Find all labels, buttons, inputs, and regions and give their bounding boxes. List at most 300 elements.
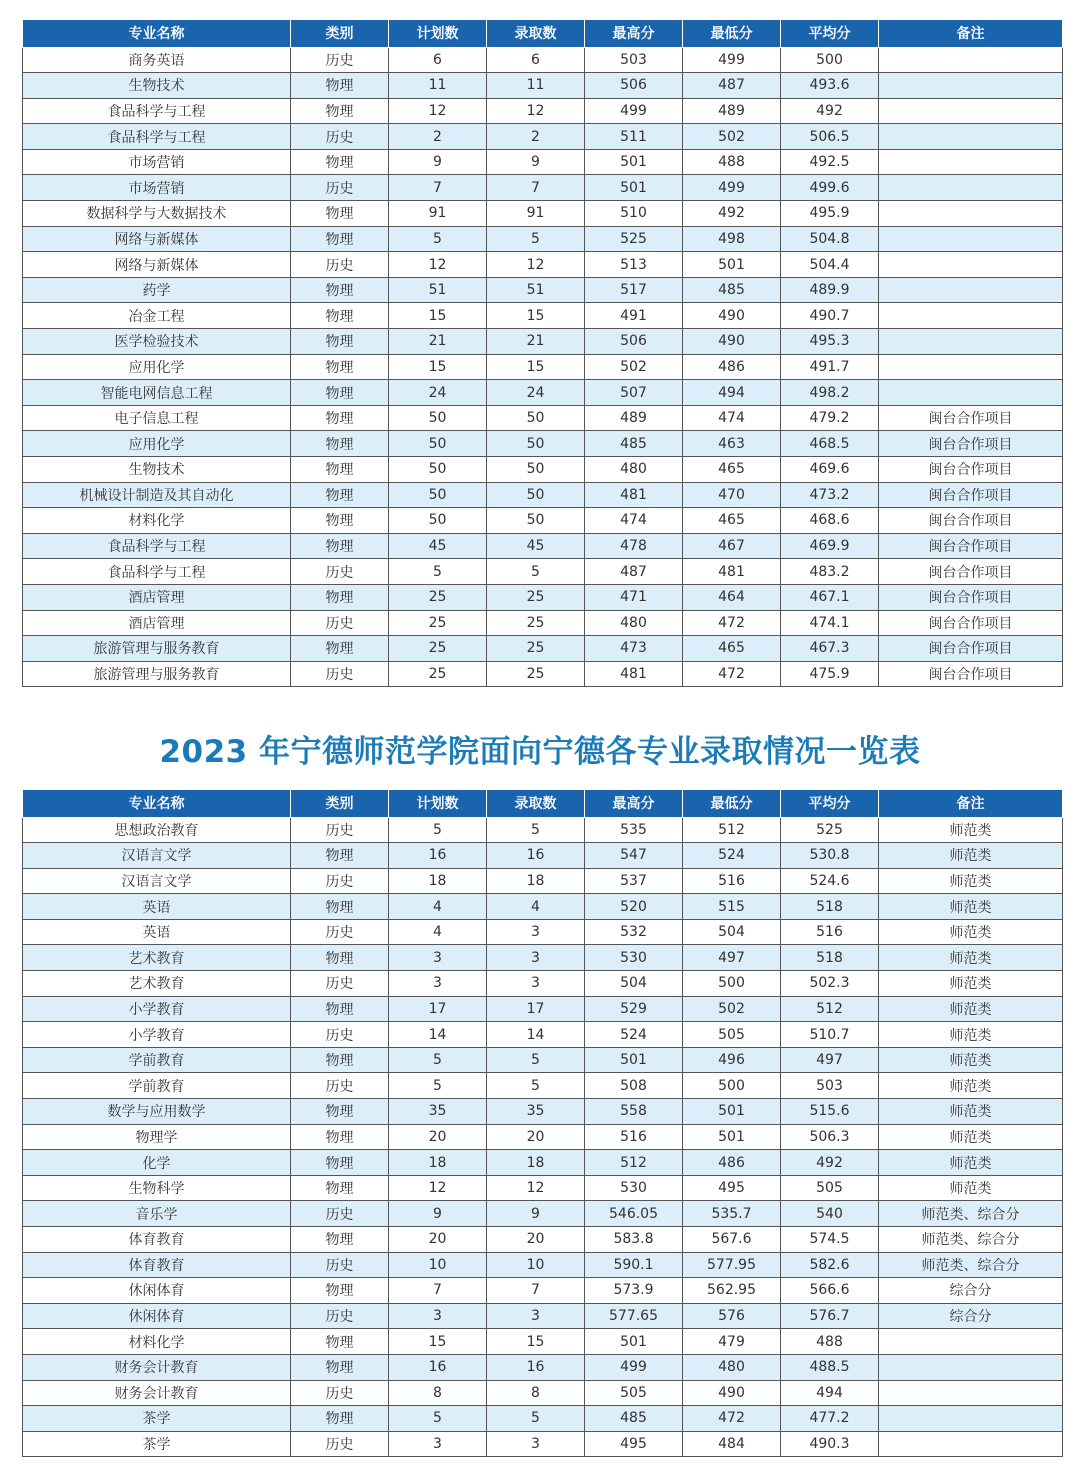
cell-avg-score: 504.8 [781, 226, 879, 252]
cell-note: 闽台合作项目 [879, 482, 1063, 508]
cell-min-score: 501 [683, 252, 781, 278]
table-row [23, 1380, 1063, 1406]
cell-category: 物理 [291, 457, 389, 483]
cell-plan: 3 [389, 1431, 487, 1457]
cell-admitted: 50 [487, 431, 585, 457]
table-row [23, 508, 1063, 534]
cell-avg-score: 512 [781, 996, 879, 1022]
cell-max-score: 480 [585, 457, 683, 483]
cell-major: 休闲体育 [23, 1278, 291, 1304]
cell-avg-score: 499.6 [781, 175, 879, 201]
cell-admitted: 8 [487, 1380, 585, 1406]
table-row [23, 1022, 1063, 1048]
cell-admitted: 14 [487, 1022, 585, 1048]
cell-note [879, 1354, 1063, 1380]
cell-note: 师范类 [879, 1022, 1063, 1048]
cell-admitted: 45 [487, 533, 585, 559]
cell-min-score: 577.95 [683, 1252, 781, 1278]
cell-plan: 17 [389, 996, 487, 1022]
table-row [23, 73, 1063, 99]
cell-plan: 50 [389, 482, 487, 508]
cell-max-score: 529 [585, 996, 683, 1022]
cell-note: 师范类 [879, 1175, 1063, 1201]
cell-major: 旅游管理与服务教育 [23, 661, 291, 687]
cell-major: 电子信息工程 [23, 405, 291, 431]
table-row [23, 380, 1063, 406]
cell-note: 师范类 [879, 817, 1063, 843]
cell-admitted: 4 [487, 894, 585, 920]
table-row [23, 303, 1063, 329]
table-row [23, 584, 1063, 610]
cell-plan: 20 [389, 1124, 487, 1150]
cell-plan: 50 [389, 431, 487, 457]
header-avg-score: 平均分 [781, 790, 879, 817]
cell-avg-score: 474.1 [781, 610, 879, 636]
cell-major: 汉语言文学 [23, 868, 291, 894]
cell-avg-score: 468.5 [781, 431, 879, 457]
cell-plan: 5 [389, 1047, 487, 1073]
cell-admitted: 50 [487, 405, 585, 431]
cell-note [879, 201, 1063, 227]
cell-avg-score: 518 [781, 945, 879, 971]
cell-min-score: 567.6 [683, 1227, 781, 1253]
cell-avg-score: 530.8 [781, 843, 879, 869]
cell-admitted: 9 [487, 1201, 585, 1227]
cell-major: 财务会计教育 [23, 1354, 291, 1380]
cell-category: 物理 [291, 1354, 389, 1380]
cell-major: 茶学 [23, 1406, 291, 1432]
cell-min-score: 497 [683, 945, 781, 971]
cell-avg-score: 492 [781, 1150, 879, 1176]
cell-admitted: 9 [487, 149, 585, 175]
cell-note: 师范类 [879, 971, 1063, 997]
cell-note: 闽台合作项目 [879, 457, 1063, 483]
cell-category: 历史 [291, 1022, 389, 1048]
cell-admitted: 16 [487, 843, 585, 869]
cell-admitted: 5 [487, 1406, 585, 1432]
cell-admitted: 17 [487, 996, 585, 1022]
table-2-title: 2023 年宁德师范学院面向宁德各专业录取情况一览表 [159, 734, 921, 770]
cell-category: 物理 [291, 329, 389, 355]
cell-admitted: 50 [487, 508, 585, 534]
cell-max-score: 577.65 [585, 1303, 683, 1329]
cell-admitted: 10 [487, 1252, 585, 1278]
cell-major: 酒店管理 [23, 610, 291, 636]
cell-avg-score: 493.6 [781, 73, 879, 99]
cell-avg-score: 516 [781, 919, 879, 945]
cell-plan: 20 [389, 1227, 487, 1253]
cell-min-score: 501 [683, 1124, 781, 1150]
cell-avg-score: 479.2 [781, 405, 879, 431]
cell-note: 师范类 [879, 996, 1063, 1022]
cell-plan: 12 [389, 1175, 487, 1201]
cell-max-score: 524 [585, 1022, 683, 1048]
cell-major: 艺术教育 [23, 971, 291, 997]
cell-major: 思想政治教育 [23, 817, 291, 843]
cell-category: 历史 [291, 1303, 389, 1329]
header-plan: 计划数 [389, 790, 487, 817]
cell-avg-score: 469.9 [781, 533, 879, 559]
cell-avg-score: 582.6 [781, 1252, 879, 1278]
header-max-score: 最高分 [585, 790, 683, 817]
cell-category: 物理 [291, 1047, 389, 1073]
cell-admitted: 5 [487, 559, 585, 585]
cell-plan: 15 [389, 303, 487, 329]
cell-note: 闽台合作项目 [879, 610, 1063, 636]
cell-note: 闽台合作项目 [879, 584, 1063, 610]
table-row [23, 329, 1063, 355]
cell-note: 师范类 [879, 945, 1063, 971]
cell-admitted: 18 [487, 1150, 585, 1176]
cell-max-score: 558 [585, 1099, 683, 1125]
cell-admitted: 25 [487, 661, 585, 687]
cell-major: 英语 [23, 919, 291, 945]
cell-major: 学前教育 [23, 1073, 291, 1099]
cell-admitted: 7 [487, 1278, 585, 1304]
cell-plan: 7 [389, 1278, 487, 1304]
cell-admitted: 25 [487, 636, 585, 662]
cell-note: 师范类 [879, 1047, 1063, 1073]
cell-major: 财务会计教育 [23, 1380, 291, 1406]
cell-category: 历史 [291, 971, 389, 997]
cell-major: 食品科学与工程 [23, 559, 291, 585]
table-row [23, 661, 1063, 687]
cell-admitted: 3 [487, 1431, 585, 1457]
cell-min-score: 472 [683, 1406, 781, 1432]
cell-note: 师范类 [879, 868, 1063, 894]
cell-plan: 50 [389, 405, 487, 431]
cell-major: 机械设计制造及其自动化 [23, 482, 291, 508]
table-row [23, 1150, 1063, 1176]
table-row [23, 996, 1063, 1022]
cell-category: 物理 [291, 945, 389, 971]
cell-min-score: 496 [683, 1047, 781, 1073]
table-row [23, 354, 1063, 380]
cell-note: 师范类、综合分 [879, 1252, 1063, 1278]
cell-note: 闽台合作项目 [879, 636, 1063, 662]
table-row [23, 277, 1063, 303]
cell-max-score: 537 [585, 868, 683, 894]
cell-note [879, 175, 1063, 201]
table-row [23, 124, 1063, 150]
table-row [23, 1354, 1063, 1380]
cell-major: 食品科学与工程 [23, 98, 291, 124]
cell-category: 历史 [291, 559, 389, 585]
cell-min-score: 500 [683, 971, 781, 997]
cell-plan: 8 [389, 1380, 487, 1406]
cell-category: 历史 [291, 1201, 389, 1227]
table-row [23, 1175, 1063, 1201]
cell-major: 旅游管理与服务教育 [23, 636, 291, 662]
cell-note: 师范类 [879, 1099, 1063, 1125]
header-major: 专业名称 [23, 790, 291, 817]
cell-admitted: 3 [487, 919, 585, 945]
cell-min-score: 535.7 [683, 1201, 781, 1227]
cell-avg-score: 504.4 [781, 252, 879, 278]
cell-avg-score: 495.3 [781, 329, 879, 355]
cell-major: 食品科学与工程 [23, 124, 291, 150]
cell-min-score: 524 [683, 843, 781, 869]
cell-major: 医学检验技术 [23, 329, 291, 355]
cell-plan: 5 [389, 1406, 487, 1432]
cell-avg-score: 488 [781, 1329, 879, 1355]
table-row [23, 405, 1063, 431]
header-avg-score: 平均分 [781, 20, 879, 47]
cell-max-score: 530 [585, 945, 683, 971]
table-row [23, 1431, 1063, 1457]
cell-major: 材料化学 [23, 1329, 291, 1355]
cell-admitted: 12 [487, 252, 585, 278]
cell-max-score: 530 [585, 1175, 683, 1201]
cell-avg-score: 574.5 [781, 1227, 879, 1253]
cell-note [879, 354, 1063, 380]
cell-max-score: 532 [585, 919, 683, 945]
table-row [23, 252, 1063, 278]
cell-admitted: 51 [487, 277, 585, 303]
table-row [23, 817, 1063, 843]
cell-category: 物理 [291, 1329, 389, 1355]
cell-category: 历史 [291, 124, 389, 150]
header-admitted: 录取数 [487, 790, 585, 817]
admission-table-1 [22, 20, 1063, 687]
cell-avg-score: 510.7 [781, 1022, 879, 1048]
cell-category: 物理 [291, 1278, 389, 1304]
cell-avg-score: 491.7 [781, 354, 879, 380]
cell-note [879, 380, 1063, 406]
cell-category: 物理 [291, 405, 389, 431]
cell-min-score: 486 [683, 1150, 781, 1176]
cell-admitted: 15 [487, 354, 585, 380]
cell-category: 历史 [291, 661, 389, 687]
header-admitted: 录取数 [487, 20, 585, 47]
cell-major: 市场营销 [23, 149, 291, 175]
table-row [23, 1124, 1063, 1150]
cell-plan: 91 [389, 201, 487, 227]
cell-category: 物理 [291, 354, 389, 380]
cell-min-score: 472 [683, 610, 781, 636]
cell-category: 历史 [291, 1252, 389, 1278]
cell-plan: 14 [389, 1022, 487, 1048]
cell-note: 闽台合作项目 [879, 661, 1063, 687]
cell-major: 药学 [23, 277, 291, 303]
cell-category: 物理 [291, 636, 389, 662]
cell-max-score: 481 [585, 482, 683, 508]
cell-min-score: 485 [683, 277, 781, 303]
cell-plan: 5 [389, 559, 487, 585]
cell-plan: 35 [389, 1099, 487, 1125]
cell-plan: 3 [389, 945, 487, 971]
cell-major: 网络与新媒体 [23, 226, 291, 252]
cell-note: 综合分 [879, 1303, 1063, 1329]
header-min-score: 最低分 [683, 20, 781, 47]
table-row [23, 559, 1063, 585]
cell-max-score: 499 [585, 1354, 683, 1380]
cell-plan: 6 [389, 47, 487, 73]
table-row [23, 1073, 1063, 1099]
cell-plan: 12 [389, 98, 487, 124]
cell-admitted: 25 [487, 610, 585, 636]
table-row [23, 482, 1063, 508]
cell-avg-score: 497 [781, 1047, 879, 1073]
cell-admitted: 20 [487, 1227, 585, 1253]
cell-min-score: 515 [683, 894, 781, 920]
cell-category: 历史 [291, 47, 389, 73]
cell-min-score: 486 [683, 354, 781, 380]
cell-min-score: 472 [683, 661, 781, 687]
cell-category: 物理 [291, 843, 389, 869]
table-header-row [23, 20, 1063, 47]
table-2-body [23, 817, 1063, 1457]
cell-avg-score: 483.2 [781, 559, 879, 585]
cell-note: 师范类 [879, 1073, 1063, 1099]
cell-min-score: 500 [683, 1073, 781, 1099]
cell-note [879, 226, 1063, 252]
cell-max-score: 520 [585, 894, 683, 920]
cell-max-score: 489 [585, 405, 683, 431]
cell-note [879, 98, 1063, 124]
cell-plan: 2 [389, 124, 487, 150]
cell-min-score: 470 [683, 482, 781, 508]
cell-plan: 25 [389, 584, 487, 610]
cell-avg-score: 494 [781, 1380, 879, 1406]
table-row [23, 201, 1063, 227]
cell-min-score: 463 [683, 431, 781, 457]
cell-category: 物理 [291, 996, 389, 1022]
cell-avg-score: 490.3 [781, 1431, 879, 1457]
cell-max-score: 499 [585, 98, 683, 124]
cell-note: 综合分 [879, 1278, 1063, 1304]
cell-note [879, 329, 1063, 355]
cell-category: 历史 [291, 175, 389, 201]
cell-max-score: 480 [585, 610, 683, 636]
cell-admitted: 15 [487, 1329, 585, 1355]
cell-admitted: 20 [487, 1124, 585, 1150]
cell-major: 汉语言文学 [23, 843, 291, 869]
table-row [23, 431, 1063, 457]
cell-note [879, 73, 1063, 99]
cell-admitted: 5 [487, 817, 585, 843]
cell-max-score: 517 [585, 277, 683, 303]
header-category: 类别 [291, 790, 389, 817]
table-1-body [23, 47, 1063, 687]
cell-plan: 10 [389, 1252, 487, 1278]
cell-note [879, 47, 1063, 73]
cell-major: 学前教育 [23, 1047, 291, 1073]
cell-avg-score: 505 [781, 1175, 879, 1201]
cell-min-score: 479 [683, 1329, 781, 1355]
cell-avg-score: 468.6 [781, 508, 879, 534]
cell-plan: 9 [389, 149, 487, 175]
cell-category: 物理 [291, 380, 389, 406]
cell-min-score: 480 [683, 1354, 781, 1380]
cell-max-score: 590.1 [585, 1252, 683, 1278]
cell-major: 体育教育 [23, 1227, 291, 1253]
cell-avg-score: 502.3 [781, 971, 879, 997]
cell-category: 历史 [291, 1431, 389, 1457]
cell-max-score: 573.9 [585, 1278, 683, 1304]
cell-min-score: 494 [683, 380, 781, 406]
cell-admitted: 11 [487, 73, 585, 99]
cell-max-score: 507 [585, 380, 683, 406]
cell-avg-score: 503 [781, 1073, 879, 1099]
cell-min-score: 516 [683, 868, 781, 894]
table-row [23, 1201, 1063, 1227]
cell-avg-score: 475.9 [781, 661, 879, 687]
cell-min-score: 505 [683, 1022, 781, 1048]
cell-major: 智能电网信息工程 [23, 380, 291, 406]
cell-max-score: 510 [585, 201, 683, 227]
cell-major: 数据科学与大数据技术 [23, 201, 291, 227]
cell-plan: 16 [389, 1354, 487, 1380]
cell-major: 化学 [23, 1150, 291, 1176]
cell-category: 物理 [291, 431, 389, 457]
cell-plan: 16 [389, 843, 487, 869]
cell-plan: 9 [389, 1201, 487, 1227]
cell-max-score: 481 [585, 661, 683, 687]
table-row [23, 1227, 1063, 1253]
cell-min-score: 512 [683, 817, 781, 843]
cell-avg-score: 473.2 [781, 482, 879, 508]
cell-plan: 45 [389, 533, 487, 559]
cell-max-score: 501 [585, 149, 683, 175]
cell-max-score: 495 [585, 1431, 683, 1457]
cell-category: 历史 [291, 868, 389, 894]
cell-note: 师范类 [879, 919, 1063, 945]
cell-major: 应用化学 [23, 431, 291, 457]
cell-plan: 25 [389, 636, 487, 662]
cell-admitted: 3 [487, 945, 585, 971]
table-row [23, 1252, 1063, 1278]
cell-note [879, 303, 1063, 329]
cell-avg-score: 506.3 [781, 1124, 879, 1150]
cell-major: 休闲体育 [23, 1303, 291, 1329]
cell-admitted: 35 [487, 1099, 585, 1125]
cell-category: 历史 [291, 1073, 389, 1099]
cell-min-score: 499 [683, 47, 781, 73]
cell-admitted: 91 [487, 201, 585, 227]
cell-major: 生物技术 [23, 457, 291, 483]
cell-max-score: 583.8 [585, 1227, 683, 1253]
cell-min-score: 487 [683, 73, 781, 99]
table-row [23, 1329, 1063, 1355]
cell-category: 历史 [291, 919, 389, 945]
cell-category: 物理 [291, 1099, 389, 1125]
cell-max-score: 513 [585, 252, 683, 278]
cell-category: 物理 [291, 584, 389, 610]
cell-major: 生物科学 [23, 1175, 291, 1201]
table-row [23, 945, 1063, 971]
cell-admitted: 5 [487, 1073, 585, 1099]
table-row [23, 843, 1063, 869]
cell-min-score: 498 [683, 226, 781, 252]
cell-max-score: 502 [585, 354, 683, 380]
cell-avg-score: 518 [781, 894, 879, 920]
cell-plan: 7 [389, 175, 487, 201]
table-row [23, 971, 1063, 997]
header-category: 类别 [291, 20, 389, 47]
cell-min-score: 474 [683, 405, 781, 431]
cell-major: 网络与新媒体 [23, 252, 291, 278]
cell-max-score: 512 [585, 1150, 683, 1176]
cell-min-score: 504 [683, 919, 781, 945]
table-row [23, 149, 1063, 175]
cell-min-score: 499 [683, 175, 781, 201]
cell-note [879, 1329, 1063, 1355]
cell-note: 闽台合作项目 [879, 508, 1063, 534]
cell-min-score: 501 [683, 1099, 781, 1125]
table-row [23, 175, 1063, 201]
cell-avg-score: 489.9 [781, 277, 879, 303]
